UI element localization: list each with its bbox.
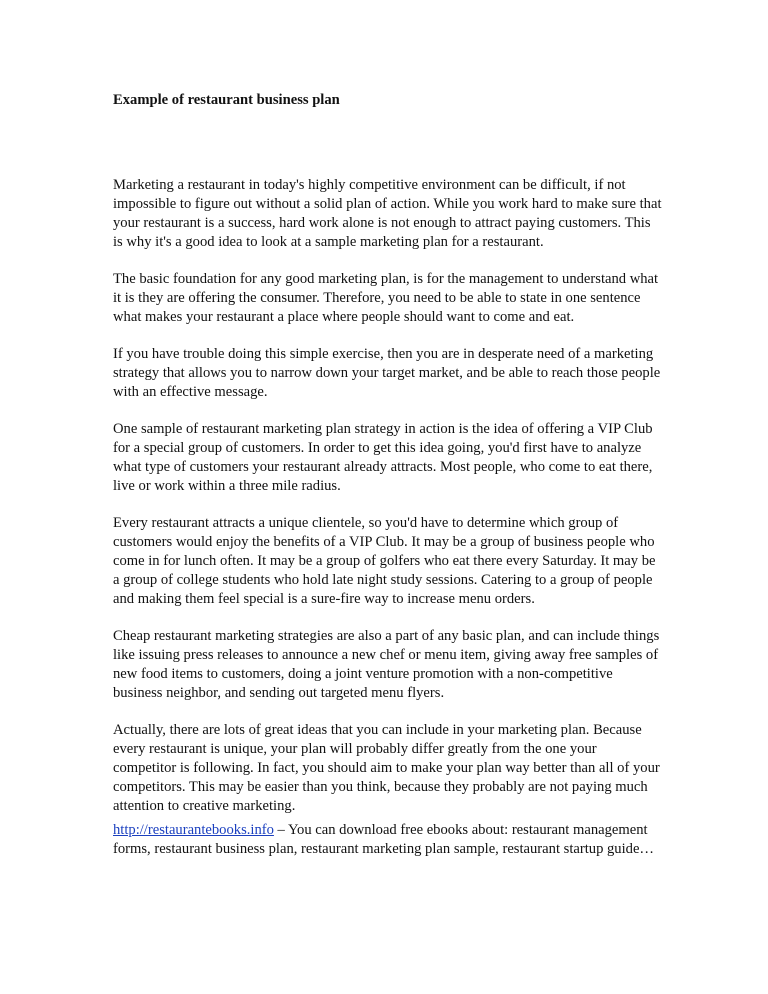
paragraph-trouble: If you have trouble doing this simple exercise, then you are in desperate need of a marketing strategy that allows you to narrow down your target market, and be able to reach those people with an effective message. — [113, 346, 661, 400]
paragraph-foundation: The basic foundation for any good marketing plan, is for the management to understand what it is they are offering the consumer. Therefore, you need to be able to state in one sentence what makes your restaurant a place where people should want to come and eat. — [113, 271, 659, 325]
paragraph-great-ideas: Actually, there are lots of great ideas that you can include in your marketing plan. Because every restaurant is unique, your plan will probably differ greatly from the one your competitor is following. In fact, you should aim to make your plan way better than all of your competitors. This may be easier than you think, because they probably are not paying much attention to creative marketing. — [113, 722, 660, 814]
footer-paragraph — [113, 821, 663, 859]
document-title: Example of restaurant business plan — [113, 92, 340, 108]
document-body — [113, 176, 663, 834]
footer-text: – You can download free ebooks about: restaurant management forms, restaurant business plan, restaurant marketing plan sample, restaurant startup guide… — [113, 822, 655, 857]
paragraph-clientele: Every restaurant attracts a unique clientele, so you'd have to determine which group of customers would enjoy the benefits of a VIP Club. It may be a group of business people who come in for lunch often. It may be a group of golfers who eat there every Saturday. It may be a group of college students who hold late night study sessions. Catering to a group of people and making them feel special is a sure-fire way to increase menu orders. — [113, 515, 656, 607]
paragraph-intro: Marketing a restaurant in today's highly competitive environment can be difficult, if not impossible to figure out without a solid plan of action. While you work hard to make sure that your restaurant is a success, hard work alone is not enough to attract paying customers. This is why it's a good idea to look at a sample marketing plan for a restaurant. — [113, 177, 662, 250]
restaurantebooks-link[interactable]: http://restaurantebooks.info — [113, 822, 274, 838]
paragraph-vip-club: One sample of restaurant marketing plan strategy in action is the idea of offering a VIP Club for a special group of customers. In order to get this idea going, you'd first have to analyze what type of customers your restaurant already attracts. Most people, who come to eat there, live or work within a three mile radius. — [113, 421, 653, 494]
paragraph-cheap-strategies: Cheap restaurant marketing strategies are also a part of any basic plan, and can include things like issuing press releases to announce a new chef or menu item, giving away free samples of new food items to customers, doing a joint venture promotion with a non-competitive business neighbor, and sending out targeted menu flyers. — [113, 628, 660, 701]
